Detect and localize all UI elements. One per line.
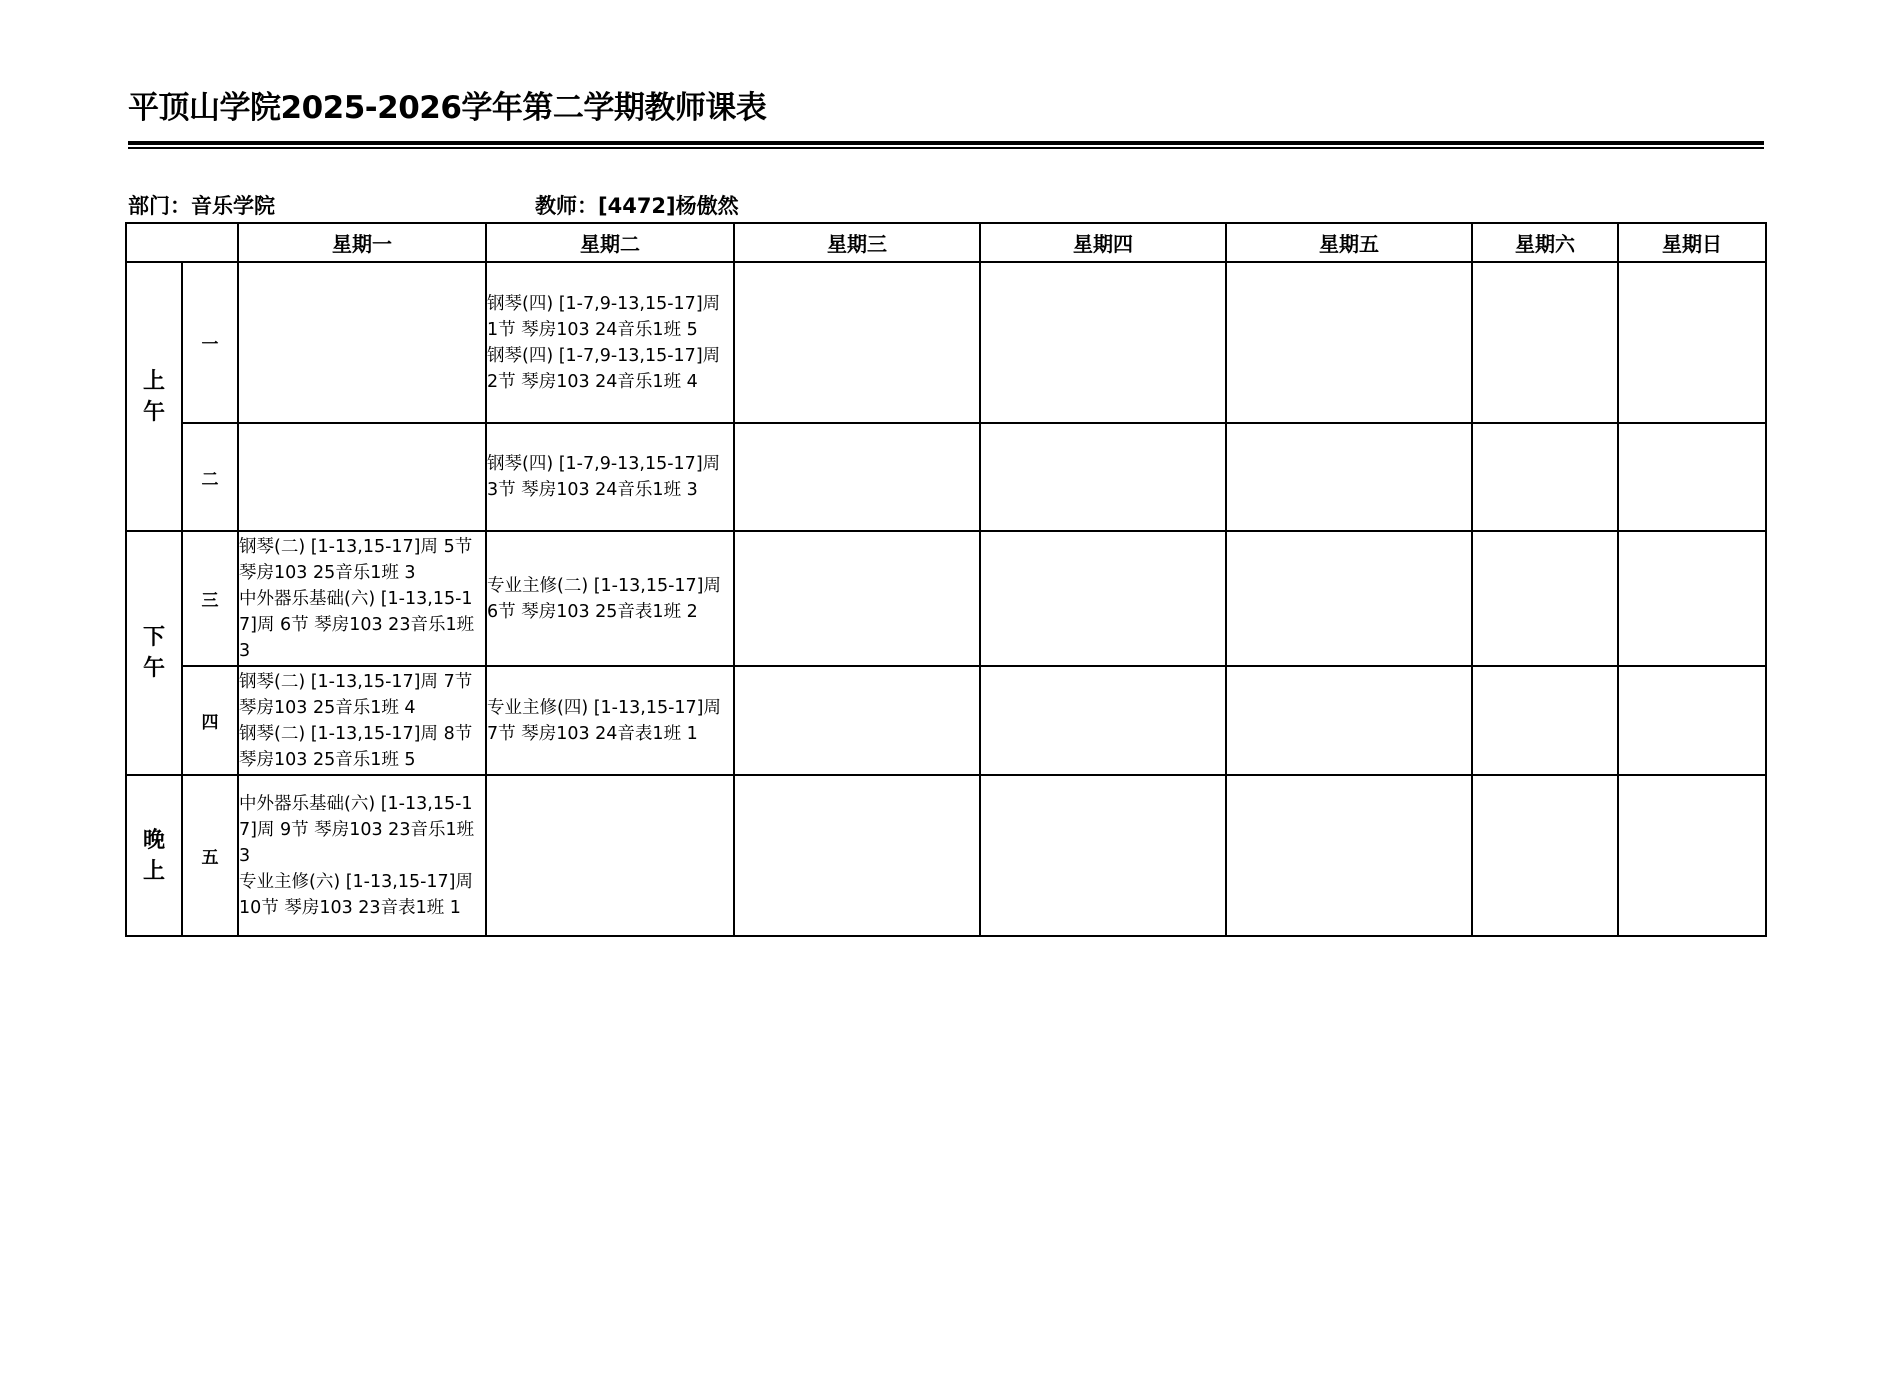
- cell-s5-wed: [734, 775, 980, 936]
- slot-label-4: 四: [182, 666, 238, 775]
- cell-s2-mon: [238, 423, 486, 531]
- course-entry: 专业主修(二) [1-13,15-17]周 6节 琴房103 25音表1班 2: [487, 575, 727, 622]
- cell-s5-thu: [980, 775, 1226, 936]
- cell-s2-wed: [734, 423, 980, 531]
- period-morning-char-2: 午: [142, 399, 165, 425]
- cell-s5-mon: [238, 775, 486, 936]
- cell-s4-thu: [980, 666, 1226, 775]
- header-day-wed: 星期三: [734, 223, 980, 262]
- title-divider-thick: [128, 141, 1764, 145]
- cell-s4-tue: [486, 666, 734, 775]
- table-row: [126, 531, 1766, 666]
- department-label: 部门：音乐学院: [128, 194, 275, 218]
- course-entry: 专业主修(四) [1-13,15-17]周 7节 琴房103 24音表1班 1: [487, 697, 727, 744]
- header-day-sun: 星期日: [1618, 223, 1766, 262]
- cell-s4-mon: [238, 666, 486, 775]
- schedule-table: [125, 222, 1767, 937]
- header-day-mon: 星期一: [238, 223, 486, 262]
- cell-s4-sun: [1618, 666, 1766, 775]
- cell-s1-sat: [1472, 262, 1618, 423]
- cell-s5-sat: [1472, 775, 1618, 936]
- course-entry: 中外器乐基础(六) [1-13,15-17]周 9节 琴房103 23音乐1班 3: [239, 793, 480, 866]
- cell-s1-fri: [1226, 262, 1472, 423]
- slot-label-5: 五: [182, 775, 238, 936]
- header-day-fri: 星期五: [1226, 223, 1472, 262]
- header-day-thu: 星期四: [980, 223, 1226, 262]
- cell-s3-thu: [980, 531, 1226, 666]
- cell-s2-sat: [1472, 423, 1618, 531]
- cell-s1-mon: [238, 262, 486, 423]
- cell-s2-thu: [980, 423, 1226, 531]
- cell-s1-sun: [1618, 262, 1766, 423]
- title-divider-thin: [128, 147, 1764, 149]
- cell-s3-mon: [238, 531, 486, 666]
- course-entry: 钢琴(四) [1-7,9-13,15-17]周 3节 琴房103 24音乐1班 3: [487, 454, 726, 500]
- course-entry: 钢琴(四) [1-7,9-13,15-17]周 1节 琴房103 24音乐1班 5: [487, 293, 726, 340]
- cell-s4-wed: [734, 666, 980, 775]
- table-row: [126, 775, 1766, 936]
- header-corner: [126, 223, 238, 262]
- period-evening-char-2: 上: [142, 858, 165, 884]
- period-afternoon: [126, 531, 182, 775]
- period-morning-char-1: 上: [142, 368, 165, 394]
- teacher-label: 教师：[4472]杨傲然: [535, 194, 739, 218]
- course-entry: 专业主修(六) [1-13,15-17]周 10节 琴房103 23音表1班 1: [239, 871, 479, 918]
- cell-s4-sat: [1472, 666, 1618, 775]
- period-afternoon-char-1: 下: [142, 625, 165, 650]
- table-row: [126, 666, 1766, 775]
- cell-s1-thu: [980, 262, 1226, 423]
- cell-s3-wed: [734, 531, 980, 666]
- header-row: [126, 223, 1766, 262]
- period-afternoon-char-2: 午: [142, 656, 165, 681]
- cell-s3-fri: [1226, 531, 1472, 666]
- page-title: 平顶山学院2025-2026学年第二学期教师课表: [128, 90, 767, 126]
- period-morning: [126, 262, 182, 531]
- cell-s1-tue: [486, 262, 734, 423]
- course-entry: 钢琴(二) [1-13,15-17]周 5节 琴房103 25音乐1班 3: [239, 536, 478, 583]
- cell-s3-tue: [486, 531, 734, 666]
- slot-label-2: 二: [182, 423, 238, 531]
- cell-s2-fri: [1226, 423, 1472, 531]
- period-evening: [126, 775, 182, 936]
- course-entry: 钢琴(四) [1-7,9-13,15-17]周 2节 琴房103 24音乐1班 4: [487, 345, 726, 392]
- header-day-tue: 星期二: [486, 223, 734, 262]
- table-row: [126, 423, 1766, 531]
- cell-s3-sun: [1618, 531, 1766, 666]
- cell-s5-sun: [1618, 775, 1766, 936]
- course-entry: 钢琴(二) [1-13,15-17]周 8节 琴房103 25音乐1班 5: [239, 723, 478, 770]
- table-row: [126, 262, 1766, 423]
- cell-s2-tue: [486, 423, 734, 531]
- cell-s5-fri: [1226, 775, 1472, 936]
- period-evening-char-1: 晚: [142, 827, 165, 853]
- cell-s1-wed: [734, 262, 980, 423]
- header-day-sat: 星期六: [1472, 223, 1618, 262]
- course-entry: 钢琴(二) [1-13,15-17]周 7节 琴房103 25音乐1班 4: [239, 671, 478, 718]
- slot-label-1: 一: [182, 262, 238, 423]
- slot-label-3: 三: [182, 531, 238, 666]
- cell-s4-fri: [1226, 666, 1472, 775]
- cell-s2-sun: [1618, 423, 1766, 531]
- cell-s3-sat: [1472, 531, 1618, 666]
- cell-s5-tue: [486, 775, 734, 936]
- course-entry: 中外器乐基础(六) [1-13,15-17]周 6节 琴房103 23音乐1班 3: [239, 588, 480, 661]
